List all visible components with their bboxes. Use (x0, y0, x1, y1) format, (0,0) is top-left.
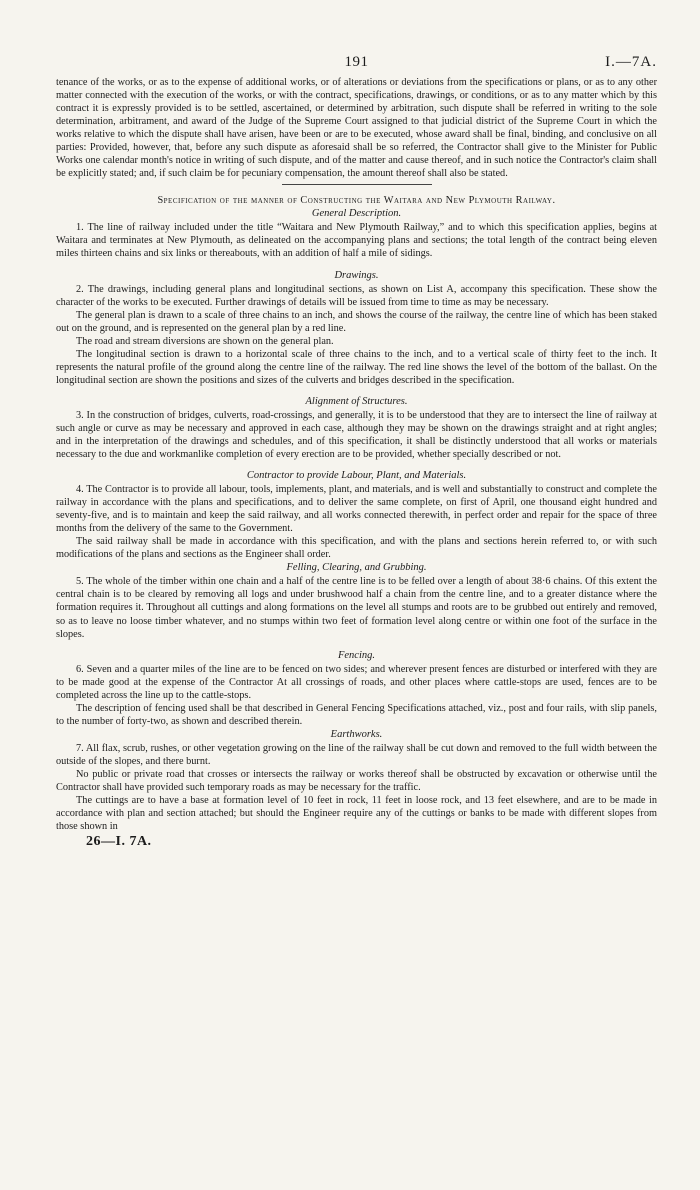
paragraph-2-longitudinal-section: The longitudinal section is drawn to a horizontal scale of three chains to the inch, and to a vertical scale of thirty feet to the inch. It represents the natural profile of the ground along the centre line of the railway. The red line shows the level of the bottom of the ballast. On the longitudinal section are shown the positions and sizes of the culverts and bridges described in the specification. (56, 348, 657, 386)
heading-earthworks: Earthworks. (330, 728, 383, 740)
paragraph-3: 3. In the construction of bridges, culverts, road-crossings, and generally, it is to be understood that they are to intersect the line of railway at such angle or curve as may be necessary and approved in each case, although they may be shown on the drawings straight and at right angles; and in the interpretation of the drawings and schedules, and of this specification, it shall be distinctly understood that all works or materials necessary to the due and workmanlike completion of every erection are to be provided, whether specially described or not. (56, 409, 657, 461)
paragraph-4: 4. The Contractor is to provide all labour, tools, implements, plant, and materials, and is well and substantially to construct and complete the railway in accordance with the plans and specifications, and to deliver the same complete, on first of April, one thousand eight hundred and seventy-five, and is to maintain and keep the said railway, and all works connected therewith, in perfect order and repair for the space of three months from the delivery of the same to the Government. (56, 484, 657, 535)
specification-title: Specification of the manner of Constructing the Waitara and New Plymouth Railway. (157, 195, 556, 207)
page-signature: 26—I. 7A. (86, 834, 152, 850)
heading-drawings: Drawings. (334, 269, 379, 281)
section-divider (282, 184, 432, 185)
heading-alignment: Alignment of Structures. (305, 395, 408, 407)
paragraph-2-general-plan: The general plan is drawn to a scale of three chains to an inch, and shows the course of the railway, the centre line of which has been staked out on the ground, and is represented on the general plan by a red line. (56, 309, 657, 334)
paragraph-7-cuttings: The cuttings are to have a base at formation level of 10 feet in rock, 11 feet in loose rock, and 13 feet elsewhere, and are to be made in accordance with plan and section attached; but should the Engineer require any of the cuttings or banks to be made with different slopes from those shown in (56, 795, 657, 833)
intro-paragraph: tenance of the works, or as to the expense of additional works, or of alterations or deviations from the specifications or plans, or as to any other matter connected with the execution of the works, or with the contract, specifications, drawings, or conditions, or as to any matter which by this contract it is expressly provided is to be settled, ascertained, or determined by arbitration, such dispute shall be referred in writing to the sole determination, arbitrament, and award of the Judge of the Supreme Court assigned to that judicial district of the Supreme Court in which the works relative to which the dispute shall have arisen, have been or are to be executed, whose award shall be final, binding, and conclusive on all parties: Provided, however, that, before any such dispute as aforesaid shall be so referred, the Contractor shall give to the Minister for Public Works one calendar month's notice in writing of such dispute, and of the matter and cause thereof, and in such notice the Contractor's claim shall be explicitly stated; and, if such claim be for pecuniary compensation, the amount thereof shall also be stated. (56, 77, 657, 180)
heading-general-description: General Description. (311, 208, 402, 220)
paragraph-2: 2. The drawings, including general plans and longitudinal sections, as shown on List A, accompany this specification. These show the character of the works to be executed. Further drawings of details will be issued from time to time as may be necessary. (56, 283, 657, 308)
document-reference: I.—7A. (605, 54, 657, 70)
paragraph-4-modifications: The said railway shall be made in accordance with this specification, and with the plans and sections herein referred to, or with such modifications of the plans and sections as the Engineer shall order. (56, 536, 657, 561)
page-number: 191 (344, 54, 369, 70)
paragraph-6: 6. Seven and a quarter miles of the line are to be fenced on two sides; and wherever present fences are disturbed or interfered with they are to be made good at the expense of the Contractor At all crossings of roads, and other places where cattle-stops are used, fences are to be completed across the line up to the cattle-stops. (56, 663, 657, 701)
paragraph-6-description: The description of fencing used shall be that described in General Fencing Specifications attached, viz., post and four rails, with slip panels, to the number of forty-two, as shown and described therein. (56, 702, 657, 727)
paragraph-5: 5. The whole of the timber within one chain and a half of the centre line is to be felled over a length of about 38·6 chains. Of this extent the central chain is to be cleared by removing all logs and under brushwood half a chain from the centre line, and to a greater distance where the formation requires it. Throughout all cuttings and along formations on the level all stumps and roots are to be grubbed out entirely and removed, so as to leave no loose timber whatever, and no stumps within two feet of formation level along centre or within one foot of the surface in the slopes. (56, 576, 657, 640)
paragraph-7: 7. All flax, scrub, rushes, or other vegetation growing on the line of the railway shall be cut down and removed to the full width between the outside of the slopes, and there burnt. (56, 742, 657, 767)
page-header (56, 0, 657, 76)
paragraph-1: 1. The line of railway included under the title “Waitara and New Plymouth Railway,” and to which this specification applies, begins at Waitara and terminates at New Plymouth, as delineated on the accompanying plans and sections; the total length of the contract being eleven miles thirteen chains and six links or thereabouts, with an addition of half a mile of sidings. (56, 222, 657, 260)
paragraph-2-diversions: The road and stream diversions are shown on the general plan. (76, 335, 334, 347)
document-body (56, 76, 657, 833)
heading-contractor: Contractor to provide Labour, Plant, and Materials. (246, 470, 467, 482)
paragraph-7-roads: No public or private road that crosses or intersects the railway or works thereof shall be obstructed by excavation or otherwise until the Contractor shall have provided such temporary roads as may be necessary for the traffic. (56, 768, 657, 793)
heading-felling: Felling, Clearing, and Grubbing. (286, 562, 427, 574)
heading-fencing: Fencing. (337, 649, 376, 661)
